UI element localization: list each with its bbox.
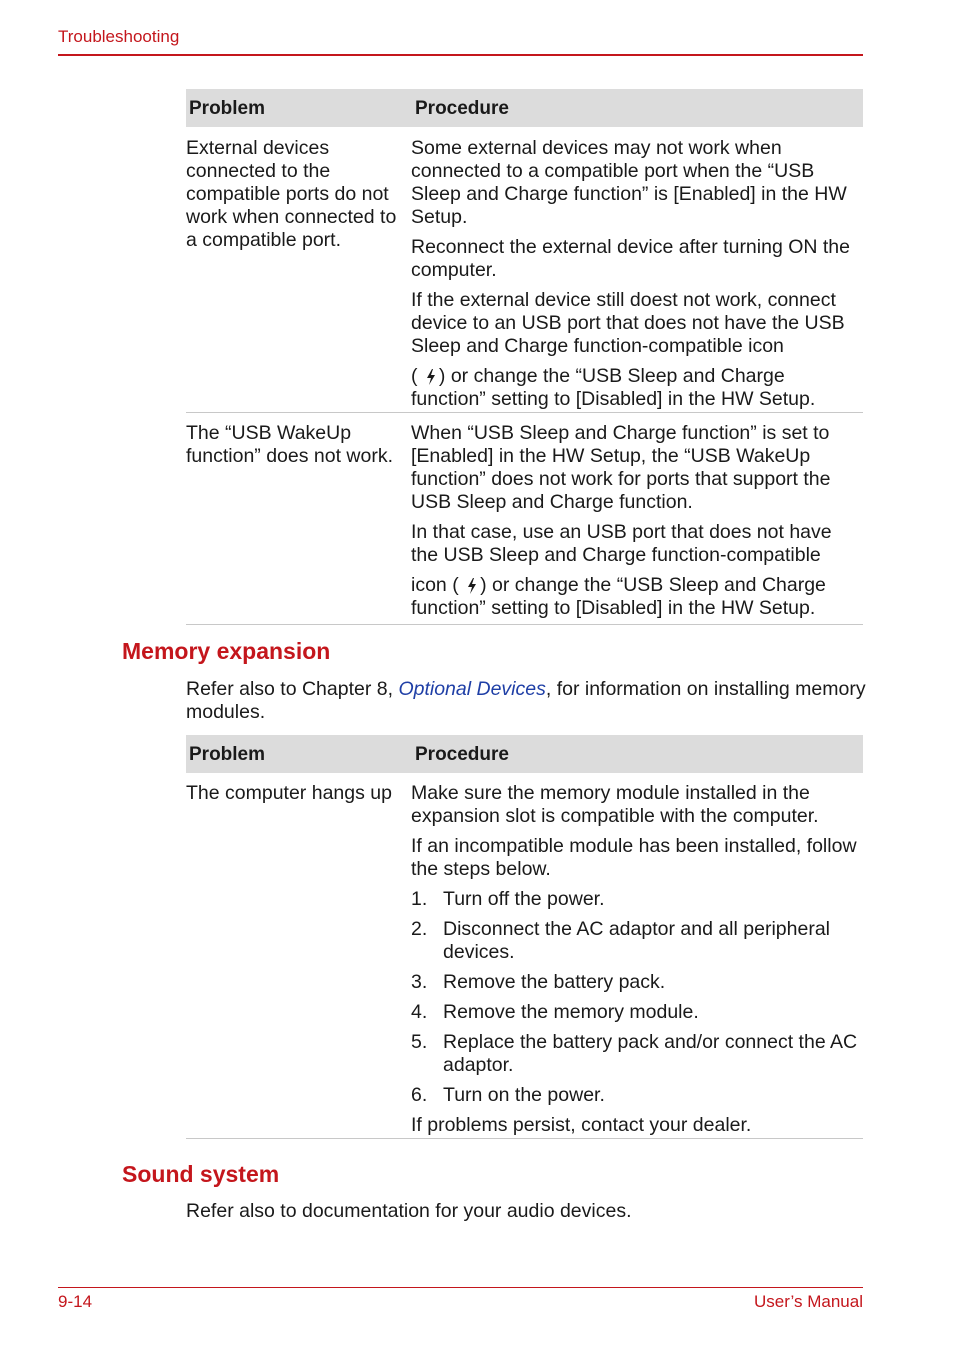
- manual-title: User’s Manual: [754, 1292, 863, 1311]
- memory-problems-table: [186, 735, 863, 1139]
- usb-sleep-charge-icon: [464, 577, 480, 595]
- step-text: Remove the memory module.: [443, 1001, 699, 1023]
- header-rule: [58, 54, 863, 56]
- sound-text: Refer also to documentation for your audio devices.: [186, 1200, 632, 1222]
- step-text: Disconnect the AC adaptor and all peripheral devices.: [443, 918, 830, 963]
- procedure-text: ) or change the “USB Sleep and Charge function” setting to [Disabled] in the HW Setup.: [411, 574, 826, 619]
- procedure-text: ) or change the “USB Sleep and Charge function” setting to [Disabled] in the HW Setup.: [411, 365, 816, 410]
- procedure-paragraph: Reconnect the external device after turning ON the computer.: [411, 236, 850, 281]
- section-heading-memory-expansion: Memory expansion: [122, 638, 331, 664]
- procedure-paragraph: If problems persist, contact your dealer.: [411, 1114, 752, 1136]
- procedure-paragraph: If the external device still doest not work, connect device to an USB port that does not have the USB Sleep and Charge function-compatible icon: [411, 289, 845, 357]
- step-number: 2.: [411, 918, 428, 940]
- procedure-paragraph: Some external devices may not work when connected to a compatible port when the “USB Sleep and Charge function” is [Enabled] in the HW Setup.: [411, 137, 847, 228]
- step-number: 6.: [411, 1084, 428, 1106]
- step-number: 1.: [411, 888, 428, 910]
- memory-intro: [186, 678, 866, 724]
- steps-list: [411, 888, 859, 1107]
- list-item: [411, 918, 859, 964]
- table-row: [186, 127, 863, 413]
- column-header-procedure: Procedure: [415, 744, 509, 765]
- problem-cell: The “USB WakeUp function” does not work.: [186, 422, 394, 467]
- paren-text: (: [411, 365, 418, 387]
- problem-cell: The computer hangs up: [186, 782, 392, 804]
- column-header-problem: Problem: [189, 98, 266, 119]
- step-text: Replace the battery pack and/or connect the AC adaptor.: [443, 1031, 858, 1076]
- list-item: [411, 1031, 859, 1077]
- problem-cell: External devices connected to the compatible ports do not work when connected to a compatible port.: [186, 137, 397, 251]
- column-header-procedure: Procedure: [415, 98, 509, 119]
- step-number: 5.: [411, 1031, 428, 1053]
- step-text: Turn off the power.: [443, 888, 605, 910]
- procedure-cell: [411, 137, 859, 411]
- footer-rule: [58, 1287, 863, 1288]
- usb-sleep-charge-icon: [423, 368, 439, 386]
- step-text: Turn on the power.: [443, 1084, 605, 1106]
- procedure-cell: [411, 782, 859, 1137]
- optional-devices-link[interactable]: Optional Devices: [398, 678, 546, 700]
- list-item: [411, 1084, 859, 1107]
- step-text: Remove the battery pack.: [443, 971, 666, 993]
- column-header-problem: Problem: [189, 744, 266, 765]
- procedure-paragraph: [411, 574, 859, 620]
- table-row: [186, 413, 863, 625]
- procedure-paragraph: Make sure the memory module installed in the expansion slot is compatible with the computer.: [411, 782, 819, 827]
- table-header: [186, 735, 863, 773]
- list-item: [411, 1001, 859, 1024]
- table-header: [186, 89, 863, 127]
- intro-text: , for information on installing memory modules.: [186, 678, 866, 723]
- list-item: [411, 971, 859, 994]
- procedure-cell: [411, 422, 859, 620]
- section-heading-sound-system: Sound system: [122, 1161, 280, 1187]
- list-item: [411, 888, 859, 911]
- step-number: 4.: [411, 1001, 428, 1023]
- procedure-paragraph: When “USB Sleep and Charge function” is set to [Enabled] in the HW Setup, the “USB WakeUp function” does not work for ports that support the USB Sleep and Charge function.: [411, 422, 831, 513]
- procedure-text: icon (: [411, 574, 459, 596]
- usb-problems-table: [186, 89, 863, 625]
- page-number: 9-14: [58, 1292, 93, 1311]
- intro-text: Refer also to Chapter 8,: [186, 678, 399, 700]
- procedure-paragraph: If an incompatible module has been installed, follow the steps below.: [411, 835, 857, 880]
- procedure-paragraph: In that case, use an USB port that does not have the USB Sleep and Charge function-compatible: [411, 521, 832, 566]
- step-number: 3.: [411, 971, 428, 993]
- running-header: Troubleshooting: [58, 27, 180, 46]
- table-row: [186, 773, 863, 1139]
- procedure-paragraph: [411, 365, 859, 411]
